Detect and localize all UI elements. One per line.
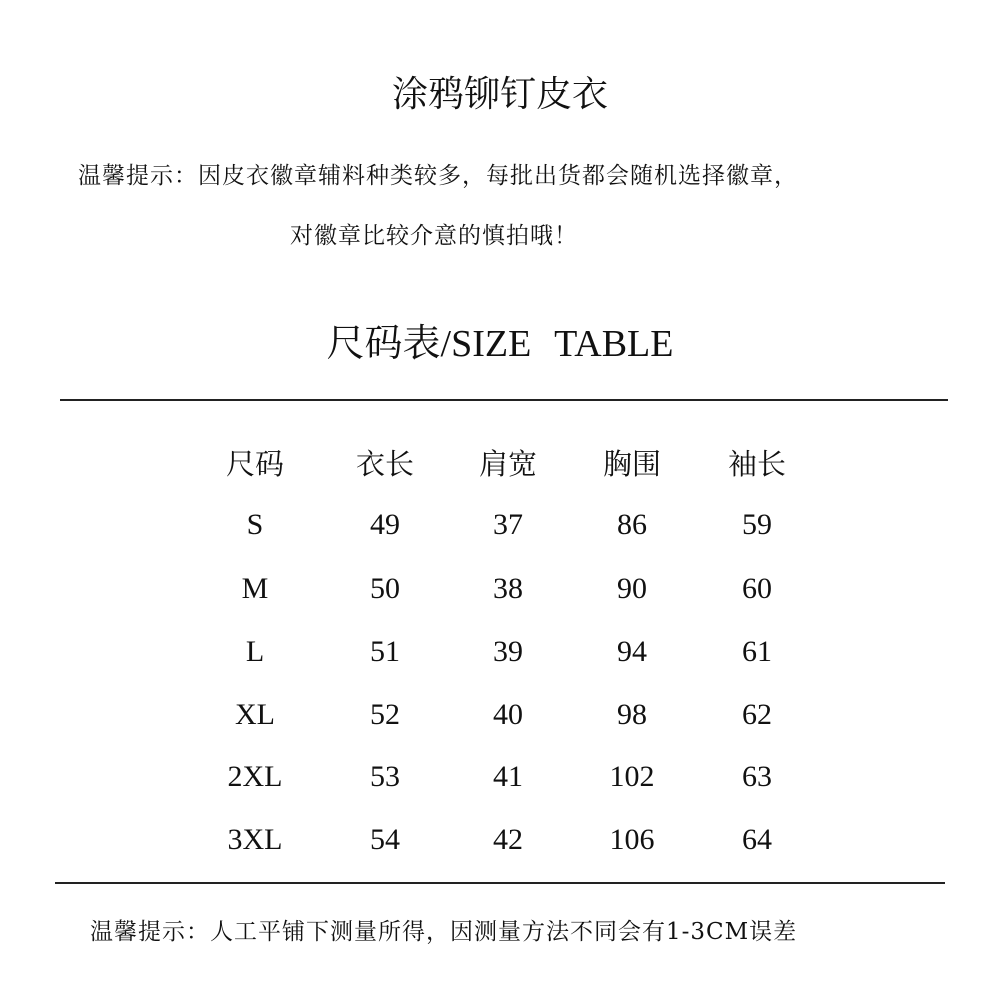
notice-line-2: 对徽章比较介意的慎拍哦！ (290, 223, 578, 249)
measurement-cell: 38 (493, 572, 523, 605)
measurement-cell: 54 (370, 823, 400, 856)
measurement-cell: 94 (617, 635, 647, 668)
measurement-cell: 49 (370, 508, 400, 541)
size-label-cell: L (245, 635, 265, 668)
size-label-cell: 2XL (227, 760, 283, 793)
measurement-cell: 102 (609, 760, 655, 793)
measurement-cell: 59 (742, 508, 772, 541)
measurement-cell: 39 (493, 635, 523, 668)
measurement-cell: 50 (370, 572, 400, 605)
column-header: 尺码 (225, 447, 284, 481)
measurement-cell: 62 (742, 698, 772, 731)
notice-line-1: 温馨提示：因皮衣徽章辅料种类较多，每批出货都会随机选择徽章， (78, 163, 798, 189)
column-header: 胸围 (602, 447, 661, 481)
measurement-cell: 42 (493, 823, 523, 856)
size-label-cell: M (241, 572, 269, 605)
measurement-cell: 61 (742, 635, 772, 668)
measurement-cell: 86 (617, 508, 647, 541)
measurement-cell: 98 (617, 698, 647, 731)
measurement-cell: 60 (742, 572, 772, 605)
measurement-cell: 40 (493, 698, 523, 731)
column-header: 袖长 (727, 447, 786, 481)
measurement-cell: 41 (493, 760, 523, 793)
top-divider (60, 399, 948, 401)
size-table-title: 尺码表/SIZE TABLE (326, 323, 674, 365)
measurement-cell: 52 (370, 698, 400, 731)
footer-note: 温馨提示：人工平铺下测量所得，因测量方法不同会有1-3CM误差 (90, 919, 798, 945)
size-label-cell: S (246, 508, 264, 541)
measurement-cell: 64 (742, 823, 772, 856)
measurement-cell: 51 (370, 635, 400, 668)
column-header: 衣长 (355, 447, 414, 481)
column-header: 肩宽 (478, 447, 537, 481)
measurement-cell: 106 (609, 823, 655, 856)
product-title: 涂鸦铆钉皮衣 (391, 74, 608, 115)
size-label-cell: XL (235, 698, 275, 731)
bottom-divider (55, 882, 945, 884)
measurement-cell: 37 (493, 508, 523, 541)
measurement-cell: 53 (370, 760, 400, 793)
size-label-cell: 3XL (227, 823, 283, 856)
measurement-cell: 63 (742, 760, 772, 793)
measurement-cell: 90 (617, 572, 647, 605)
